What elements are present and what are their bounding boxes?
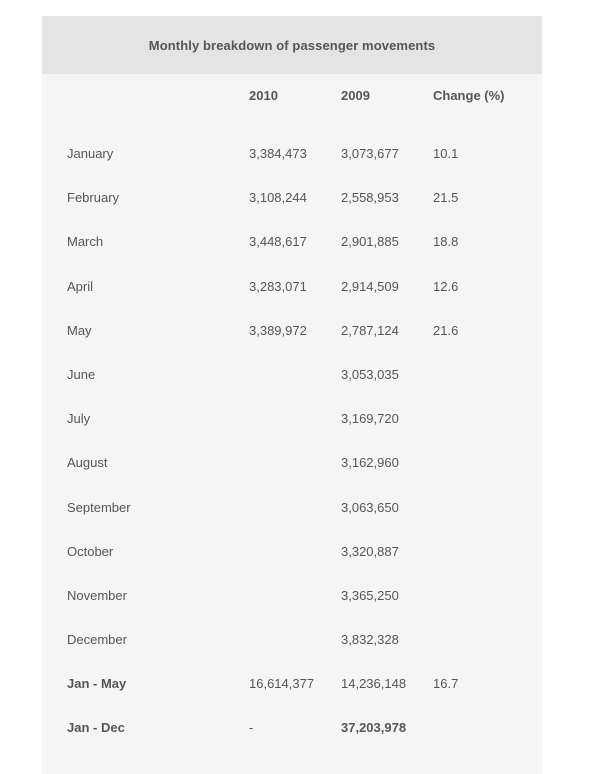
value-2009-cell: 3,320,887 — [341, 543, 399, 559]
total-2009-cell: 14,236,148 — [341, 676, 407, 692]
header-change: Change (%) — [433, 88, 505, 103]
value-2009-cell: 2,787,124 — [341, 322, 399, 338]
month-cell: April — [67, 278, 94, 294]
total-label-cell: Jan - May — [67, 676, 127, 692]
value-2009-cell: 2,558,953 — [341, 190, 399, 206]
value-2010-cell: 3,389,972 — [249, 322, 307, 338]
value-2009-cell: 3,169,720 — [341, 411, 399, 427]
month-cell: November — [67, 587, 127, 603]
value-2010-cell: 3,108,244 — [249, 190, 307, 206]
table-row — [42, 146, 542, 190]
value-2009-cell: 2,901,885 — [341, 234, 399, 250]
month-cell: March — [67, 234, 104, 250]
month-cell: July — [67, 411, 91, 427]
month-cell: June — [67, 366, 96, 382]
month-cell: February — [67, 190, 120, 206]
table-row — [42, 500, 542, 544]
month-cell: May — [67, 322, 92, 338]
total-2010-cell: 16,614,377 — [249, 676, 315, 692]
table-row — [42, 323, 542, 367]
value-2009-cell: 3,053,035 — [341, 366, 399, 382]
month-cell: August — [67, 455, 108, 471]
table-row — [42, 544, 542, 588]
table-row — [42, 190, 542, 234]
value-2009-cell: 3,162,960 — [341, 455, 399, 471]
table-row — [42, 279, 542, 323]
value-2009-cell: 2,914,509 — [341, 278, 399, 294]
month-cell: October — [67, 543, 114, 559]
change-cell: 10.1 — [433, 146, 459, 161]
value-2009-cell: 3,073,677 — [341, 146, 399, 161]
header-row — [42, 88, 542, 132]
month-cell: January — [67, 146, 114, 161]
total-2010-cell: - — [249, 720, 254, 736]
value-2009-cell: 3,365,250 — [341, 587, 399, 603]
total-label-cell: Jan - Dec — [67, 720, 125, 736]
total-row-jan-may — [42, 676, 542, 720]
change-cell: 18.8 — [433, 234, 459, 250]
table-row — [42, 632, 542, 676]
month-cell: September — [67, 499, 131, 515]
change-cell: 21.6 — [433, 322, 459, 338]
total-change-cell: 16.7 — [433, 676, 459, 692]
month-cell: December — [67, 632, 127, 648]
value-2010-cell: 3,283,071 — [249, 278, 307, 294]
change-cell: 21.5 — [433, 190, 459, 206]
header-2009: 2009 — [341, 88, 370, 103]
value-2009-cell: 3,063,650 — [341, 499, 399, 515]
header-2010: 2010 — [249, 88, 278, 103]
table-row — [42, 411, 542, 455]
value-2010-cell: 3,384,473 — [249, 146, 307, 161]
value-2010-cell: 3,448,617 — [249, 234, 307, 250]
total-2009-cell: 37,203,978 — [341, 720, 407, 736]
table-row — [42, 588, 542, 632]
passenger-movements-table — [42, 16, 542, 774]
table-row — [42, 234, 542, 278]
change-cell: 12.6 — [433, 278, 459, 294]
table-row — [42, 455, 542, 499]
table-row — [42, 367, 542, 411]
value-2009-cell: 3,832,328 — [341, 632, 399, 648]
table-caption: Monthly breakdown of passenger movements — [42, 16, 542, 74]
table-body — [42, 146, 542, 765]
total-row-jan-dec — [42, 720, 542, 764]
